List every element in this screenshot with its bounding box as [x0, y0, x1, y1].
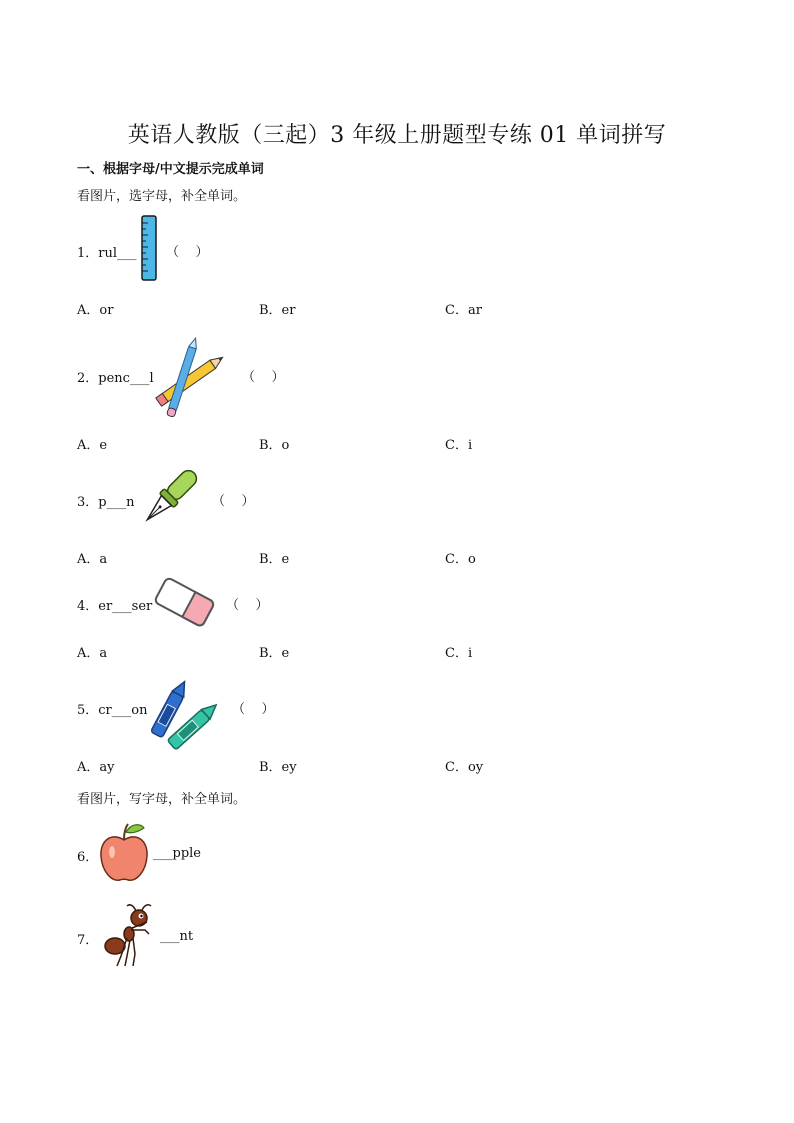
question-stem: 1．rul___ [77, 246, 137, 261]
option-c: C．oy [445, 760, 484, 775]
answer-paren: （ ） [166, 245, 209, 260]
answer-paren: （ ） [212, 494, 255, 509]
option-c: C．ar [445, 303, 482, 318]
instruction-choose: 看图片，选字母，补全单词。 [77, 189, 247, 204]
pen-icon [138, 467, 202, 529]
ant-icon [101, 904, 159, 968]
question-stem: 4．er___ser [77, 599, 153, 614]
apple-icon [98, 820, 150, 884]
section-heading: 一、根据字母/中文提示完成单词 [77, 162, 264, 177]
option-a: A．or [77, 303, 114, 318]
blank-word: ___nt [160, 929, 194, 944]
option-a: A．e [77, 438, 108, 453]
option-a: A．a [77, 646, 108, 661]
option-c: C．o [445, 552, 476, 567]
option-b: B．ey [259, 760, 297, 775]
option-b: B．er [259, 303, 296, 318]
option-c: C．i [445, 438, 473, 453]
question-stem: 3．p___n [77, 495, 135, 510]
option-a: A．ay [77, 760, 115, 775]
answer-paren: （ ） [232, 702, 275, 717]
answer-paren: （ ） [226, 598, 269, 613]
question-stem: 2．penc___l [77, 371, 154, 386]
eraser-icon [153, 576, 215, 630]
answer-paren: （ ） [242, 370, 285, 385]
question-number: 6． [77, 850, 99, 865]
instruction-write: 看图片，写字母，补全单词。 [77, 792, 247, 807]
blank-word: ___pple [153, 846, 201, 861]
question-stem: 5．cr___on [77, 703, 148, 718]
crayon-icon [146, 666, 226, 748]
question-number: 7． [77, 933, 99, 948]
option-a: A．a [77, 552, 108, 567]
option-c: C．i [445, 646, 473, 661]
option-b: B．o [259, 438, 290, 453]
ruler-icon [141, 215, 157, 281]
option-b: B．e [259, 646, 290, 661]
pencil-icon [152, 330, 236, 418]
page-title: 英语人教版（三起）3 年级上册题型专练 01 单词拼写 [127, 123, 667, 148]
option-b: B．e [259, 552, 290, 567]
